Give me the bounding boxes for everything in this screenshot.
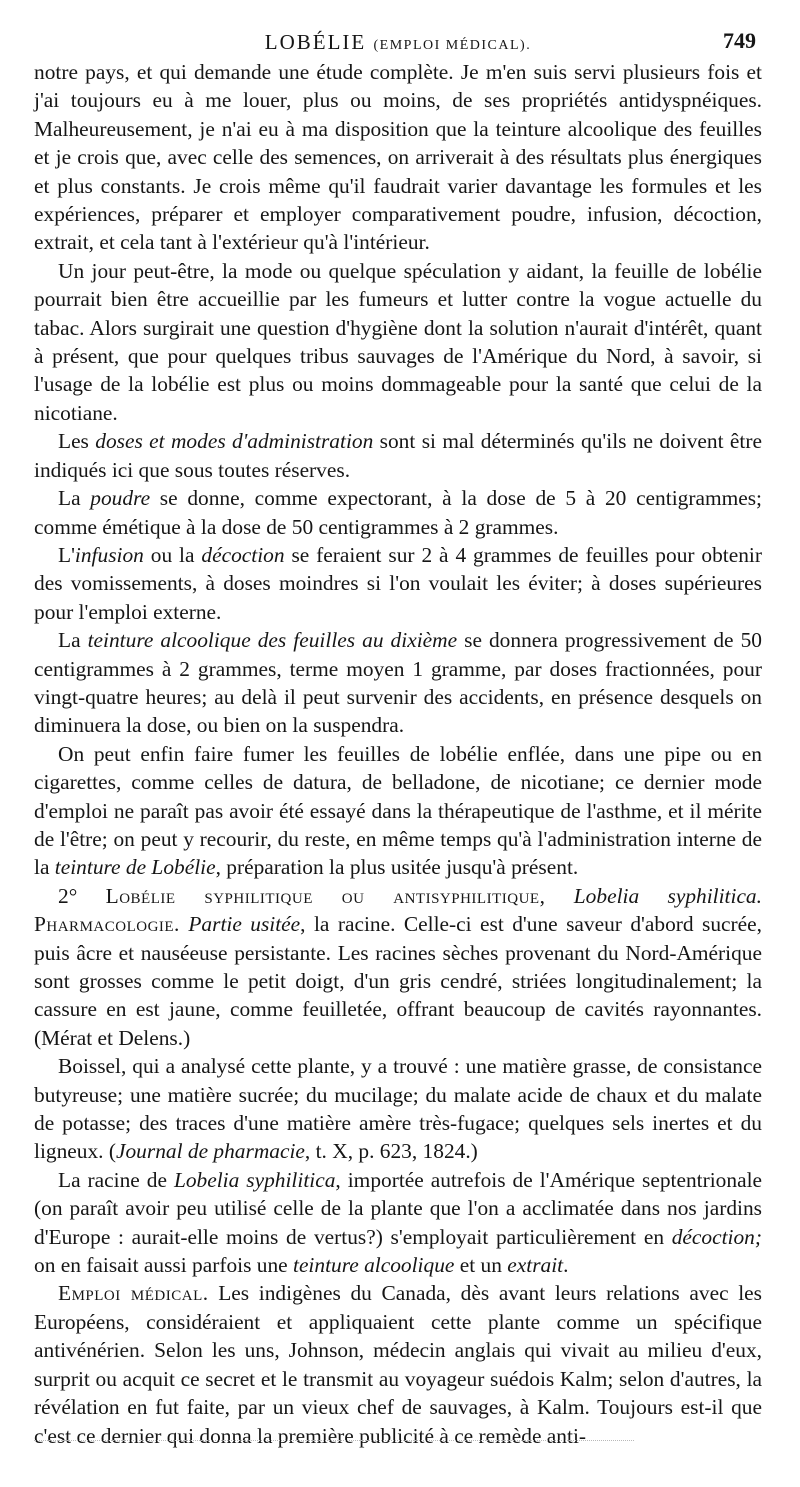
footer-rule bbox=[34, 1440, 634, 1441]
page bbox=[34, 22, 762, 1450]
running-head-subtitle: (EMPLOI MÉDICAL). bbox=[373, 38, 532, 53]
page-header bbox=[34, 22, 762, 58]
paragraph-racine: La racine de Lobelia syphilitica, importée autrefois de l'Amérique septentrionale (on paraît avoir peu utilisé celle de la plante que l'on a acclimatée dans nos jardins d'Europe : aurait-elle moins de vertus?) s'employait particulièrement en décoction; on en faisait aussi parfois une teinture alcoolique et un extrait. bbox=[34, 1167, 763, 1278]
running-head-title: LOBÉLIE bbox=[264, 30, 367, 54]
paragraph-emploi-medical: Emploi médical. Les indigènes du Canada, dès avant leurs relations avec les Européens, considéraient et appliquaient cette plante comme un spécifique antivénérien. Selon les uns, Johnson, médecin anglais qui vivait au milieu d'eux, surprit ou acquit ce secret et le transmit au voyageur suédois Kalm; selon d'autres, la révélation en fut faite, par un vieux chef de sauvages, à Kalm. Toujours est-il que c'est ce dernier qui donna la première publicité à ce remède anti- bbox=[34, 1281, 762, 1448]
paragraph-poudre: La poudre se donne, comme expectorant, à la dose de 5 à 20 centigrammes; comme émétique à la dose de 50 centigrammes à 2 grammes. bbox=[34, 486, 762, 539]
paragraph-boissel: Boissel, qui a analysé cette plante, y a trouvé : une matière grasse, de consistance butyreuse; une matière sucrée; du mucilage; du malate acide de chaux et du malate de potasse; des traces d'une matière amère très-fugace; quelques sels inertes et du ligneux. (Journal de pharmacie, t. X, p. 623, 1824.) bbox=[34, 1054, 762, 1164]
paragraph-lobelie-syphilitique: 2° Lobélie syphilitique ou antisyphilitique, Lobelia syphilitica. Pharmacologie. Partie usitée, la racine. Celle-ci est d'une saveur d'abord sucrée, puis âcre et nauséeuse persistante. Les racines sèches provenant du Nord-Amérique sont grosses comme le petit doigt, d'un gris cendré, striées longitudinalement; la cassure en est jaune, comme feuilletée, offrant beaucoup de cavités rayonnantes. (Mérat et Delens.) bbox=[34, 883, 763, 1050]
running-head bbox=[34, 30, 762, 55]
page-number: 749 bbox=[723, 28, 756, 53]
paragraph-fumer: On peut enfin faire fumer les feuilles de lobélie enflée, dans une pipe ou en cigarettes, comme celles de datura, de belladone, de nicotiane; ce dernier mode d'emploi ne paraît pas avoir été essayé dans la thérapeutique de l'asthme, et il mérite de l'être; on peut y recourir, du reste, en même temps qu'à l'administration interne de la teinture de Lobélie, préparation la plus usitée jusqu'à présent. bbox=[34, 741, 762, 880]
paragraph-doses: Les doses et modes d'administration sont si mal déterminés qu'ils ne doivent être indiqués ici que sous toutes réserves. bbox=[34, 429, 762, 482]
paragraph-teinture: La teinture alcoolique des feuilles au dixième se donnera progressivement de 50 centigrammes à 2 grammes, terme moyen 1 gramme, par doses fractionnées, pour vingt-quatre heures; au delà il peut survenir des accidents, en présence desquels on diminuera la dose, ou bien on la suspendra. bbox=[34, 628, 762, 738]
paragraph-infusion: L'infusion ou la décoction se feraient sur 2 à 4 grammes de feuilles pour obtenir des vomissements, à doses moindres si l'on voulait les éviter; à doses supérieures pour l'emploi externe. bbox=[34, 542, 763, 624]
body-text bbox=[34, 58, 762, 1450]
paragraph-mode-fumeurs: Un jour peut-être, la mode ou quelque spéculation y aidant, la feuille de lobélie pourrait bien être accueillie par les fumeurs et lutter contre la vogue actuelle du tabac. Alors surgirait une question d'hygiène dont la solution n'aurait d'intérêt, quant à présent, que pour quelques tribus sauvages de l'Amérique du Nord, à savoir, si l'usage de la lobélie est plus ou moins dommageable pour la santé que celui de la nicotiane. bbox=[34, 258, 762, 425]
paragraph-continued: notre pays, et qui demande une étude complète. Je m'en suis servi plusieurs fois et j'ai toujours eu à me louer, plus ou moins, de ses propriétés antidyspnéiques. Malheureusement, je n'ai eu à ma disposition que la teinture alcoolique des feuilles et je crois que, avec celle des semences, on arriverait à des résultats plus énergiques et plus constants. Je crois même qu'il faudrait varier davantage les formules et les expériences, préparer et employer comparativement poudre, infusion, décoction, extrait, et cela tant à l'extérieur qu'à l'intérieur. bbox=[34, 60, 762, 255]
